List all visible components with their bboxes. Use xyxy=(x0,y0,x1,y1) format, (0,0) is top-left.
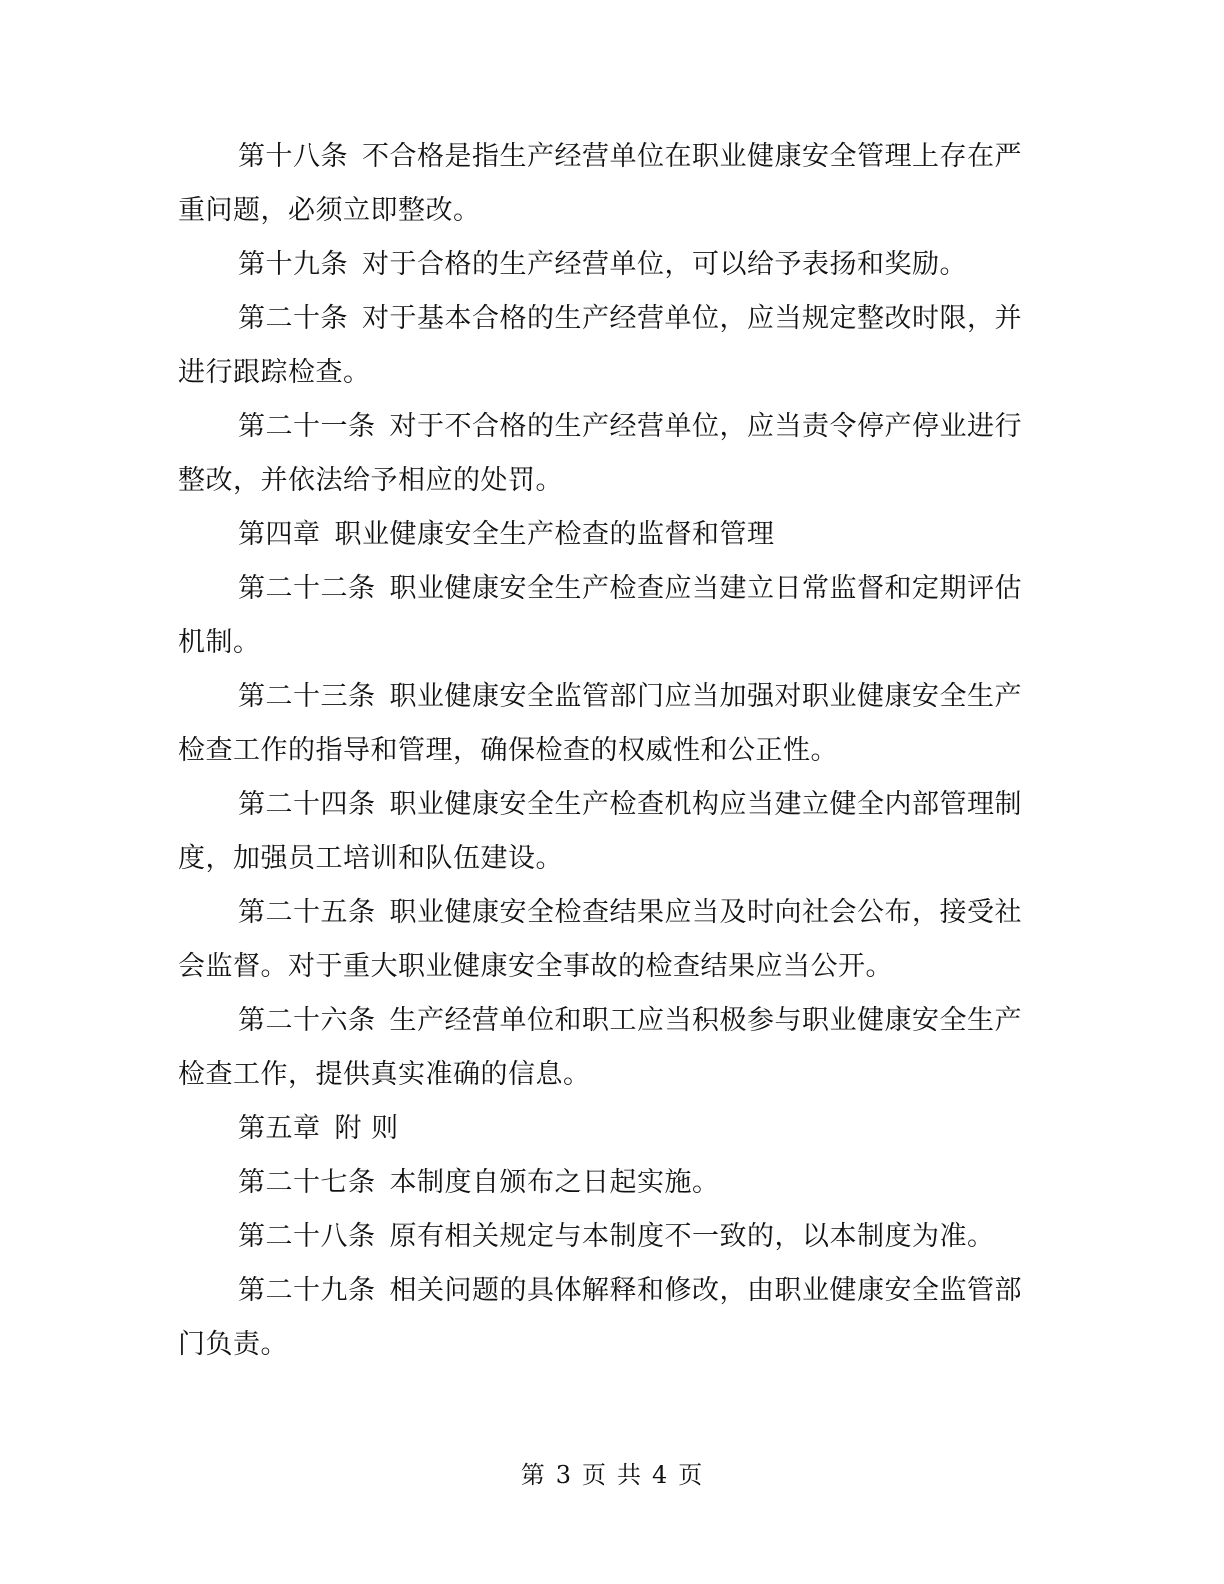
article-text: 本制度自颁布之日起实施。 xyxy=(389,1167,720,1198)
page-footer xyxy=(0,1460,1224,1490)
article-text: 职业健康安全检查结果应当及时向社会公布，接受社会监督。对于重大职业健康安全事故的检查结果应当公开。 xyxy=(178,897,1022,982)
article-28 xyxy=(178,1210,1034,1264)
article-label: 第二十六条 xyxy=(238,1005,376,1036)
article-19 xyxy=(178,238,1034,292)
article-label: 第二十条 xyxy=(238,303,348,334)
chapter-title: 附 则 xyxy=(334,1113,399,1144)
article-label: 第二十三条 xyxy=(238,681,376,712)
article-text: 对于不合格的生产经营单位，应当责令停产停业进行整改，并依法给予相应的处罚。 xyxy=(178,411,1022,496)
article-label: 第二十四条 xyxy=(238,789,376,820)
article-text: 对于基本合格的生产经营单位，应当规定整改时限，并进行跟踪检查。 xyxy=(178,303,1022,388)
footer-suffix: 页 xyxy=(678,1461,704,1489)
article-label: 第二十二条 xyxy=(238,573,376,604)
article-label: 第二十五条 xyxy=(238,897,376,928)
article-26 xyxy=(178,994,1034,1102)
document-body xyxy=(178,130,1034,1372)
chapter-5-heading xyxy=(178,1102,1034,1156)
footer-page-word: 页 xyxy=(582,1461,607,1489)
article-18 xyxy=(178,130,1034,238)
article-label: 第二十一条 xyxy=(238,411,376,442)
article-21 xyxy=(178,400,1034,508)
article-label: 第二十七条 xyxy=(238,1167,376,1198)
footer-total-pages: 4 xyxy=(652,1461,669,1489)
article-label: 第二十九条 xyxy=(238,1275,376,1306)
article-22 xyxy=(178,562,1034,670)
article-label: 第十八条 xyxy=(238,141,348,172)
article-27 xyxy=(178,1156,1034,1210)
article-25 xyxy=(178,886,1034,994)
chapter-label: 第四章 xyxy=(238,519,321,550)
article-text: 生产经营单位和职工应当积极参与职业健康安全生产检查工作，提供真实准确的信息。 xyxy=(178,1005,1022,1090)
article-text: 职业健康安全生产检查机构应当建立健全内部管理制度，加强员工培训和队伍建设。 xyxy=(178,789,1022,874)
article-label: 第十九条 xyxy=(238,249,348,280)
article-23 xyxy=(178,670,1034,778)
footer-current-page: 3 xyxy=(555,1461,572,1489)
article-29 xyxy=(178,1264,1034,1372)
footer-total-word: 共 xyxy=(617,1461,642,1489)
article-20 xyxy=(178,292,1034,400)
article-text: 职业健康安全监管部门应当加强对职业健康安全生产检查工作的指导和管理，确保检查的权威性和公正性。 xyxy=(178,681,1022,766)
article-text: 职业健康安全生产检查应当建立日常监督和定期评估机制。 xyxy=(178,573,1022,658)
article-label: 第二十八条 xyxy=(238,1221,376,1252)
article-text: 相关问题的具体解释和修改，由职业健康安全监管部门负责。 xyxy=(178,1275,1022,1360)
chapter-title: 职业健康安全生产检查的监督和管理 xyxy=(334,519,775,550)
article-text: 原有相关规定与本制度不一致的，以本制度为准。 xyxy=(389,1221,995,1252)
chapter-label: 第五章 xyxy=(238,1113,321,1144)
article-text: 对于合格的生产经营单位，可以给予表扬和奖励。 xyxy=(362,249,967,280)
article-24 xyxy=(178,778,1034,886)
article-text: 不合格是指生产经营单位在职业健康安全管理上存在严重问题，必须立即整改。 xyxy=(178,141,1022,226)
chapter-4-heading xyxy=(178,508,1034,562)
footer-prefix: 第 xyxy=(520,1461,546,1489)
